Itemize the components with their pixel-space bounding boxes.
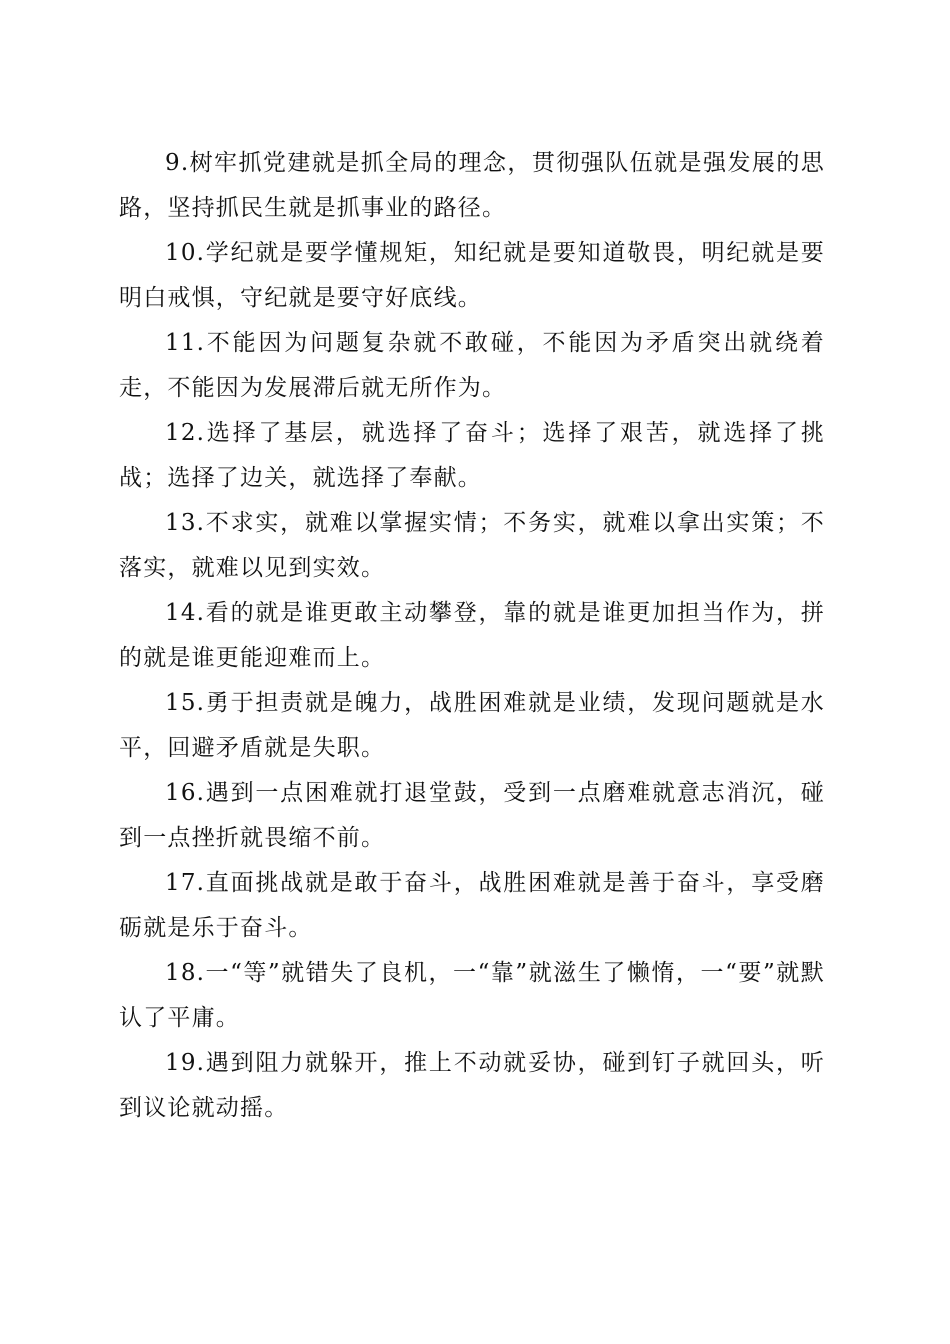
paragraph-15: 15.勇于担责就是魄力，战胜困难就是业绩，发现问题就是水平，回避矛盾就是失职。 — [119, 690, 825, 761]
paragraph-18: 18.一“等”就错失了良机，一“靠”就滋生了懒惰，一“要”就默认了平庸。 — [119, 960, 825, 1031]
paragraph-10: 10.学纪就是要学懂规矩，知纪就是要知道敬畏，明纪就是要明白戒惧，守纪就是要守好底线。 — [119, 240, 825, 311]
paragraph-14: 14.看的就是谁更敢主动攀登，靠的就是谁更加担当作为，拼的就是谁更能迎难而上。 — [119, 600, 825, 671]
paragraph-16: 16.遇到一点困难就打退堂鼓，受到一点磨难就意志消沉，碰到一点挫折就畏缩不前。 — [119, 780, 825, 851]
paragraph-9: 9.树牢抓党建就是抓全局的理念，贯彻强队伍就是强发展的思路，坚持抓民生就是抓事业的路径。 — [119, 150, 825, 221]
document-body — [119, 141, 825, 1131]
paragraph-19: 19.遇到阻力就躲开，推上不动就妥协，碰到钉子就回头，听到议论就动摇。 — [119, 1050, 825, 1121]
paragraph-12: 12.选择了基层，就选择了奋斗；选择了艰苦，就选择了挑战；选择了边关，就选择了奉献。 — [119, 420, 825, 491]
paragraph-17: 17.直面挑战就是敢于奋斗，战胜困难就是善于奋斗，享受磨砺就是乐于奋斗。 — [119, 870, 825, 941]
paragraph-13: 13.不求实，就难以掌握实情；不务实，就难以拿出实策；不落实，就难以见到实效。 — [119, 510, 825, 581]
paragraph-11: 11.不能因为问题复杂就不敢碰，不能因为矛盾突出就绕着走，不能因为发展滞后就无所作为。 — [119, 330, 825, 401]
